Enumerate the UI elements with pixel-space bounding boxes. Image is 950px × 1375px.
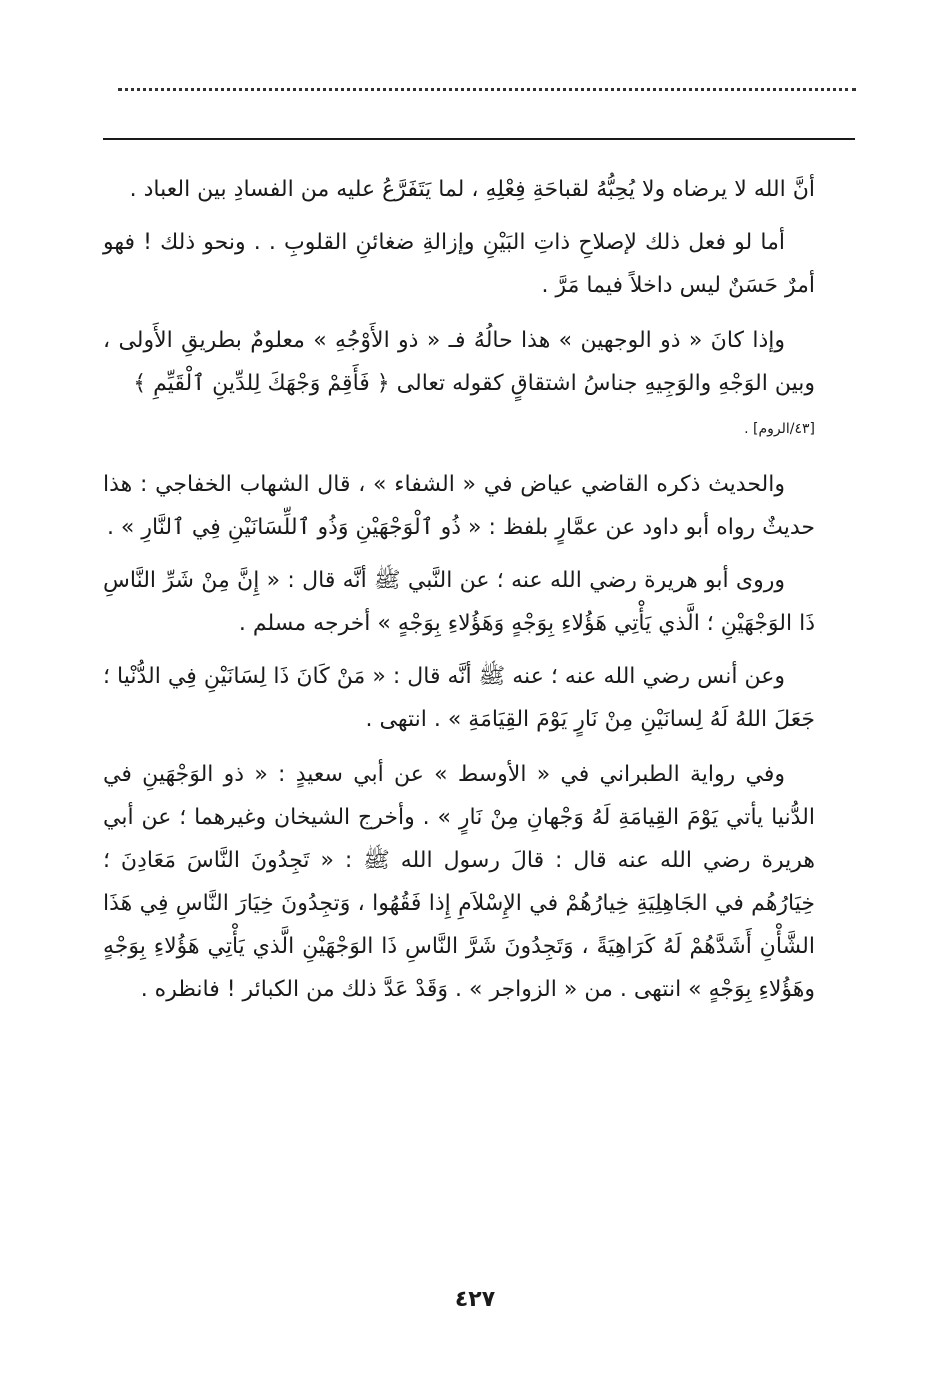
page-body [103,168,815,1011]
page-number: ٤٢٧ [454,1287,496,1312]
paragraph-2: أما لو فعل ذلك لإصلاحِ ذاتِ البَيْنِ وإزالةِ ضغائنِ القلوبِ . . ونحو ذلك ! فهو أمرٌ حَسَنٌ ليس داخلاً فيما مَرَّ . [103,230,815,298]
paragraph-5: وروى أبو هريرة رضي الله عنه ؛ عن النَّبي ﷺ أنَّه قال : « إِنَّ مِنْ شَرِّ النَّاسِ ذَا الوَجْهَيْنِ ؛ الَّذي يَأْتِي هَؤُلاءِ بِوَجْهٍ وَهَؤُلاءِ بِوَجْهٍ » أخرجه مسلم . [103,568,815,636]
paragraph-6: وعن أنس رضي الله عنه ؛ عنه ﷺ أنَّه قال : « مَنْ كَانَ ذَا لِسَانَيْنِ فِي الدُّنْيا ؛ جَعَلَ اللهُ لَهُ لِسانَيْنِ مِنْ نَارٍ يَوْمَ القِيَامَةِ » . انتهى . [103,664,815,732]
paragraph-7: وفي رواية الطبراني في « الأوسط » عن أبي سعيدٍ : « ذو الوَجْهَينِ في الدُّنيا يأتي يَوْمَ القِيامَةِ لَهُ وَجْهانِ مِنْ نَارٍ » . وأخرج الشيخان وغيرهما ؛ عن أبي هريرة رضي الله عنه قال : قالَ رسول الله ﷺ : « تَجِدُونَ النَّاسَ مَعَادِنَ ؛ خِيَارُهُم في الجَاهِلِيَةِ خِيارُهُمْ في الإِسْلاَمِ إِذا فَقُهُوا ، وَتجِدُونَ خِيَارَ النَّاسِ فِي هَذَا الشَّأْنِ أَشَدَّهُمْ لَهُ كَرَاهِيَةً ، وَتَجِدُونَ شَرَّ النَّاسِ ذَا الوَجْهَيْنِ الَّذي يَأْتِي هَؤُلاءِ بِوَجْهٍ وهَؤُلاءِ بِوَجْهٍ » انتهى . من « الزواجر » . وَقَدْ عَدَّ ذلك من الكبائر ! فانظره . [103,762,815,1002]
header-dotted-rule [118,88,856,91]
paragraph-4: والحديث ذكره القاضي عياض في « الشفاء » ، قال الشهاب الخفاجي : هذا حديثٌ رواه أبو داود عن عمَّارٍ بلفظ : « ذُو ٱلْوَجْهَيْنِ وَذُو ٱللِّسَانَيْنِ فِي ٱلنَّارِ » . [103,472,815,540]
paragraph-3 [103,319,815,451]
paragraph-1: أنَّ الله لا يرضاه ولا يُحِبُّهُ لقباحَةِ فِعْلِهِ ، لما يَتَفَرَّعُ عليه من الفسادِ بين العباد . [129,177,815,202]
header-solid-rule [103,138,855,140]
paragraph-3-text: وإذا كانَ « ذو الوجهين » هذا حالُهُ فـ « ذو الأَوْجُهِ » معلومٌ بطريقِ الأَولى ، وبين الوَجْهِ والوَجِيهِ جناسُ اشتقاقٍ كقوله تعالى ﴿ فَأَقِمْ وَجْهَكَ لِلدِّينِ ٱلْقَيِّمِ ﴾ [103,328,815,396]
quran-citation: [٤٣/الروم] . [744,421,815,437]
